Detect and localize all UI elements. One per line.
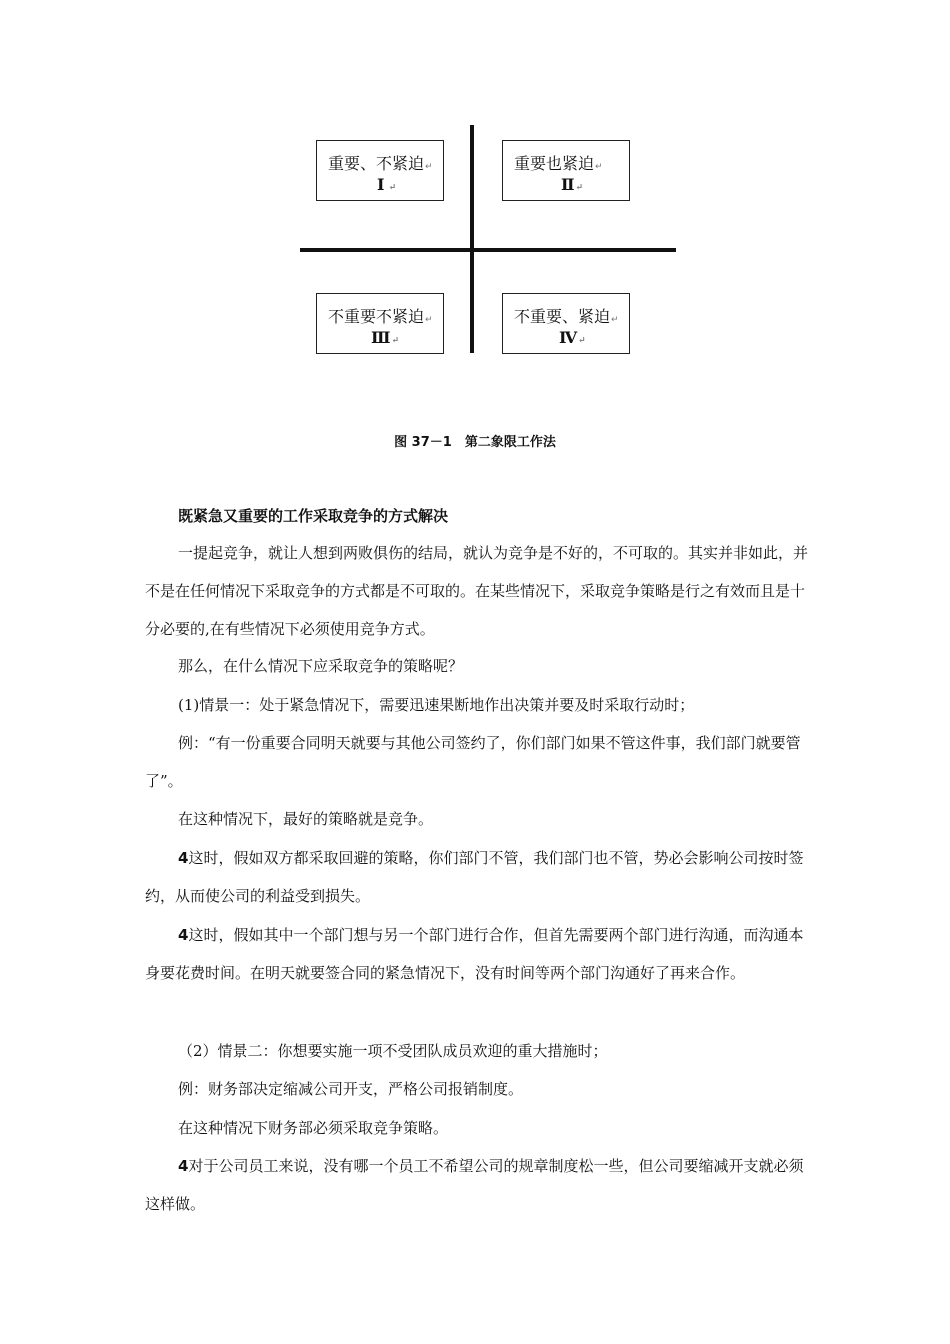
quadrant-diagram <box>300 125 676 357</box>
bullet-marker: 4 <box>178 926 189 944</box>
quadrant-number: Ⅲ <box>371 328 391 347</box>
paragraph-text: 这时，假如其中一个部门想与另一个部门进行合作，但首先需要两个部门进行沟通，而沟通本身要花费时间。在明天就要签合同的紧急情况下，没有时间等两个部门沟通好了再来合作。 <box>145 926 804 982</box>
bullet-paragraph <box>145 1147 810 1223</box>
quadrant-box-4: 不重要、紧迫↵ Ⅳ↵ <box>502 293 630 354</box>
paragraph: 例：财务部决定缩减公司开支，严格公司报销制度。 <box>178 1080 524 1098</box>
paragraph: 那么，在什么情况下应采取竞争的策略呢？ <box>178 657 464 675</box>
vertical-axis <box>470 125 474 353</box>
section-title: 既紧急又重要的工作采取竞争的方式解决 <box>178 507 449 525</box>
paragraph: 一提起竞争，就让人想到两败俱伤的结局，就认为竞争是不好的，不可取的。其实并非如此，并不是在任何情况下采取竞争的方式都是不可取的。在某些情况下，采取竞争策略是行之有效而且是十分必要的,在有些情况下必须使用竞争方式。 <box>145 544 809 638</box>
paragraph-text: 这时，假如双方都采取回避的策略，你们部门不管，我们部门也不管，势必会影响公司按时签约，从而使公司的利益受到损失。 <box>145 849 804 905</box>
quadrant-number: Ⅰ <box>377 175 385 194</box>
quadrant-label: 重要、不紧迫 <box>328 154 425 173</box>
paragraph-text: 对于公司员工来说，没有哪一个员工不希望公司的规章制度松一些，但公司要缩减开支就必须这样做。 <box>145 1157 804 1213</box>
quadrant-label: 不重要不紧迫 <box>328 307 425 326</box>
paragraph: 在这种情况下，最好的策略就是竞争。 <box>178 810 434 828</box>
horizontal-axis <box>300 248 676 252</box>
bullet-marker: 4 <box>178 1157 189 1175</box>
bullet-paragraph <box>145 839 810 915</box>
quadrant-box-2: 重要也紧迫↵ Ⅱ↵ <box>502 140 630 201</box>
quadrant-number: Ⅳ <box>559 328 578 347</box>
quadrant-number: Ⅱ <box>561 175 575 194</box>
paragraph: 在这种情况下财务部必须采取竞争策略。 <box>178 1119 449 1137</box>
paragraph: 例：“有一份重要合同明天就要与其他公司签约了，你们部门如果不管这件事，我们部门就要管了”。 <box>145 734 801 790</box>
bullet-marker: 4 <box>178 849 189 867</box>
bullet-paragraph <box>145 916 810 992</box>
quadrant-label: 重要也紧迫 <box>514 154 595 173</box>
figure-caption: 图 37－1 第二象限工作法 <box>394 435 556 450</box>
quadrant-box-1: 重要、不紧迫↵ Ⅰ ↵ <box>316 140 444 201</box>
paragraph: (1)情景一：处于紧急情况下，需要迅速果断地作出决策并要及时采取行动时； <box>178 696 695 714</box>
quadrant-box-3: 不重要不紧迫↵ Ⅲ↵ <box>316 293 444 354</box>
quadrant-label: 不重要、紧迫 <box>514 307 611 326</box>
paragraph: （2）情景二：你想要实施一项不受团队成员欢迎的重大措施时； <box>178 1042 608 1060</box>
